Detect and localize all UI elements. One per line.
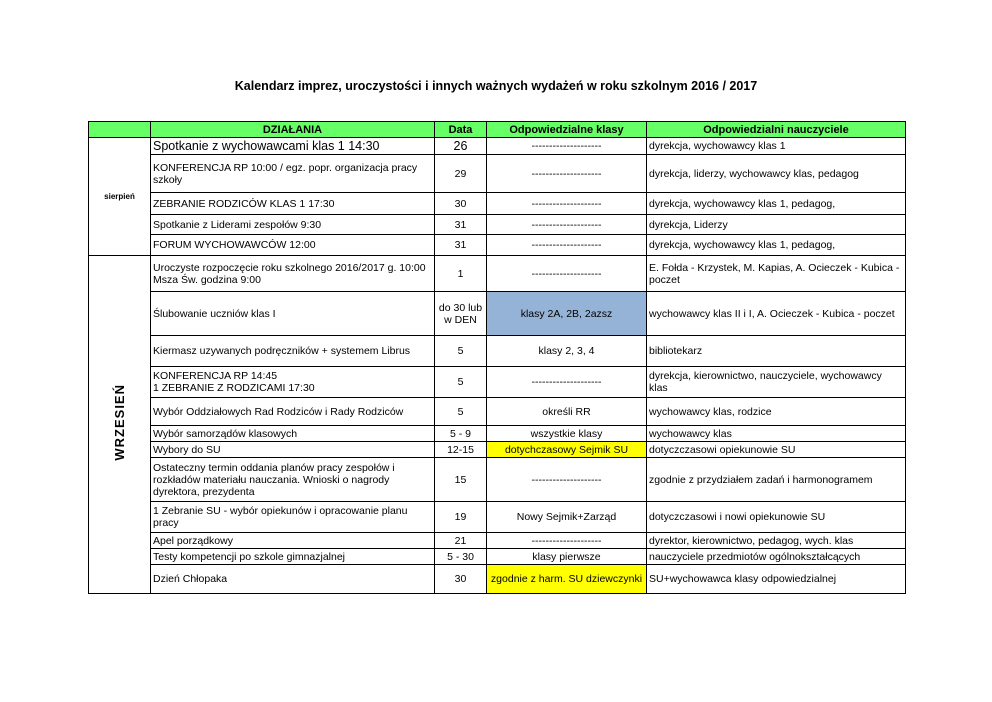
date-cell: 1 bbox=[435, 256, 487, 292]
header-month bbox=[89, 122, 151, 138]
page-title: Kalendarz imprez, uroczystości i innych ważnych wydażeń w roku szkolnym 2016 / 2017 bbox=[234, 79, 758, 93]
activity-cell: KONFERENCJA RP 14:45 1 ZEBRANIE Z RODZICAMI 17:30 bbox=[151, 367, 435, 398]
date-cell: 12-15 bbox=[435, 442, 487, 458]
activity-cell: Dzień Chłopaka bbox=[151, 565, 435, 594]
activity-cell: Wybory do SU bbox=[151, 442, 435, 458]
classes-cell: Nowy Sejmik+Zarząd bbox=[487, 502, 647, 533]
classes-cell: określi RR bbox=[487, 398, 647, 426]
classes-cell: wszystkie klasy bbox=[487, 426, 647, 442]
table-row bbox=[89, 533, 906, 549]
date-cell: 15 bbox=[435, 458, 487, 502]
date-cell: 19 bbox=[435, 502, 487, 533]
classes-cell: -------------------- bbox=[487, 533, 647, 549]
table-row bbox=[89, 292, 906, 336]
date-cell: 21 bbox=[435, 533, 487, 549]
table-row bbox=[89, 549, 906, 565]
teachers-cell: dyrektor, kierownictwo, pedagog, wych. klas bbox=[647, 533, 906, 549]
activity-cell: Spotkanie z Liderami zespołów 9:30 bbox=[151, 215, 435, 235]
header-date: Data bbox=[435, 122, 487, 138]
activity-cell: Ostateczny termin oddania planów pracy zespołów i rozkładów materiału nauczania. Wnioski o nagrody dyrektora, prezydenta bbox=[151, 458, 435, 502]
header-activities: DZIAŁANIA bbox=[151, 122, 435, 138]
table-row bbox=[89, 256, 906, 292]
teachers-cell: dyrekcja, wychowawcy klas 1, pedagog, bbox=[647, 193, 906, 215]
table-row bbox=[89, 215, 906, 235]
classes-cell: klasy pierwsze bbox=[487, 549, 647, 565]
teachers-cell: bibliotekarz bbox=[647, 336, 906, 367]
teachers-cell: zgodnie z przydziałem zadań i harmonogramem bbox=[647, 458, 906, 502]
date-cell: 29 bbox=[435, 155, 487, 193]
table-header-row bbox=[89, 122, 906, 138]
table-row bbox=[89, 336, 906, 367]
schedule-table bbox=[88, 121, 906, 594]
table-row bbox=[89, 235, 906, 256]
table-row bbox=[89, 426, 906, 442]
classes-cell: -------------------- bbox=[487, 215, 647, 235]
header-classes: Odpowiedzialne klasy bbox=[487, 122, 647, 138]
date-cell: 5 bbox=[435, 336, 487, 367]
teachers-cell: dyrekcja, wychowawcy klas 1 bbox=[647, 138, 906, 155]
activity-cell: FORUM WYCHOWAWCÓW 12:00 bbox=[151, 235, 435, 256]
teachers-cell: nauczyciele przedmiotów ogólnokształcących bbox=[647, 549, 906, 565]
activity-cell: Kiermasz uzywanych podręczników + systemem Librus bbox=[151, 336, 435, 367]
activity-cell: Ślubowanie uczniów klas I bbox=[151, 292, 435, 336]
table-row bbox=[89, 138, 906, 155]
table-row bbox=[89, 155, 906, 193]
classes-cell: -------------------- bbox=[487, 193, 647, 215]
table-row bbox=[89, 442, 906, 458]
date-cell: 5 bbox=[435, 367, 487, 398]
teachers-cell: dyrekcja, Liderzy bbox=[647, 215, 906, 235]
classes-cell: dotychczasowy Sejmik SU bbox=[487, 442, 647, 458]
teachers-cell: dyrekcja, kierownictwo, nauczyciele, wychowawcy klas bbox=[647, 367, 906, 398]
teachers-cell: dotyczczasowi opiekunowie SU bbox=[647, 442, 906, 458]
date-cell: 30 bbox=[435, 565, 487, 594]
activity-cell: Apel porządkowy bbox=[151, 533, 435, 549]
date-cell: 26 bbox=[435, 138, 487, 155]
date-cell: 5 bbox=[435, 398, 487, 426]
table-row bbox=[89, 565, 906, 594]
table-row bbox=[89, 458, 906, 502]
month-september-label: WRZESIEŃ bbox=[111, 384, 127, 461]
teachers-cell: wychowawcy klas II i I, A. Ocieczek - Kubica - poczet bbox=[647, 292, 906, 336]
month-september bbox=[89, 256, 151, 594]
classes-cell: -------------------- bbox=[487, 458, 647, 502]
date-cell: 31 bbox=[435, 235, 487, 256]
header-teachers: Odpowiedzialni nauczyciele bbox=[647, 122, 906, 138]
classes-cell: -------------------- bbox=[487, 138, 647, 155]
activity-cell: Uroczyste rozpoczęcie roku szkolnego 2016/2017 g. 10:00 Msza Św. godzina 9:00 bbox=[151, 256, 435, 292]
teachers-cell: wychowawcy klas, rodzice bbox=[647, 398, 906, 426]
table-row bbox=[89, 502, 906, 533]
classes-cell: -------------------- bbox=[487, 235, 647, 256]
activity-cell: Testy kompetencji po szkole gimnazjalnej bbox=[151, 549, 435, 565]
classes-cell: -------------------- bbox=[487, 155, 647, 193]
classes-cell: zgodnie z harm. SU dziewczynki bbox=[487, 565, 647, 594]
classes-cell: -------------------- bbox=[487, 367, 647, 398]
teachers-cell: dotyczczasowi i nowi opiekunowie SU bbox=[647, 502, 906, 533]
teachers-cell: wychowawcy klas bbox=[647, 426, 906, 442]
activity-cell: Wybór samorządów klasowych bbox=[151, 426, 435, 442]
activity-cell: KONFERENCJA RP 10:00 / egz. popr. organizacja pracy szkoły bbox=[151, 155, 435, 193]
classes-cell: klasy 2A, 2B, 2azsz bbox=[487, 292, 647, 336]
date-cell: 31 bbox=[435, 215, 487, 235]
teachers-cell: dyrekcja, liderzy, wychowawcy klas, pedagog bbox=[647, 155, 906, 193]
date-cell: 30 bbox=[435, 193, 487, 215]
classes-cell: klasy 2, 3, 4 bbox=[487, 336, 647, 367]
month-august: sierpień bbox=[89, 138, 151, 256]
table-row bbox=[89, 367, 906, 398]
activity-cell: Spotkanie z wychowawcami klas 1 14:30 bbox=[151, 138, 435, 155]
date-cell: 5 - 30 bbox=[435, 549, 487, 565]
classes-cell: -------------------- bbox=[487, 256, 647, 292]
teachers-cell: E. Fołda - Krzystek, M. Kapias, A. Ocieczek - Kubica - poczet bbox=[647, 256, 906, 292]
activity-cell: 1 Zebranie SU - wybór opiekunów i opracowanie planu pracy bbox=[151, 502, 435, 533]
activity-cell: Wybór Oddziałowych Rad Rodziców i Rady Rodziców bbox=[151, 398, 435, 426]
teachers-cell: dyrekcja, wychowawcy klas 1, pedagog, bbox=[647, 235, 906, 256]
date-cell: do 30 lub w DEN bbox=[435, 292, 487, 336]
table-row bbox=[89, 398, 906, 426]
date-cell: 5 - 9 bbox=[435, 426, 487, 442]
activity-cell: ZEBRANIE RODZICÓW KLAS 1 17:30 bbox=[151, 193, 435, 215]
teachers-cell: SU+wychowawca klasy odpowiedzialnej bbox=[647, 565, 906, 594]
table-row bbox=[89, 193, 906, 215]
